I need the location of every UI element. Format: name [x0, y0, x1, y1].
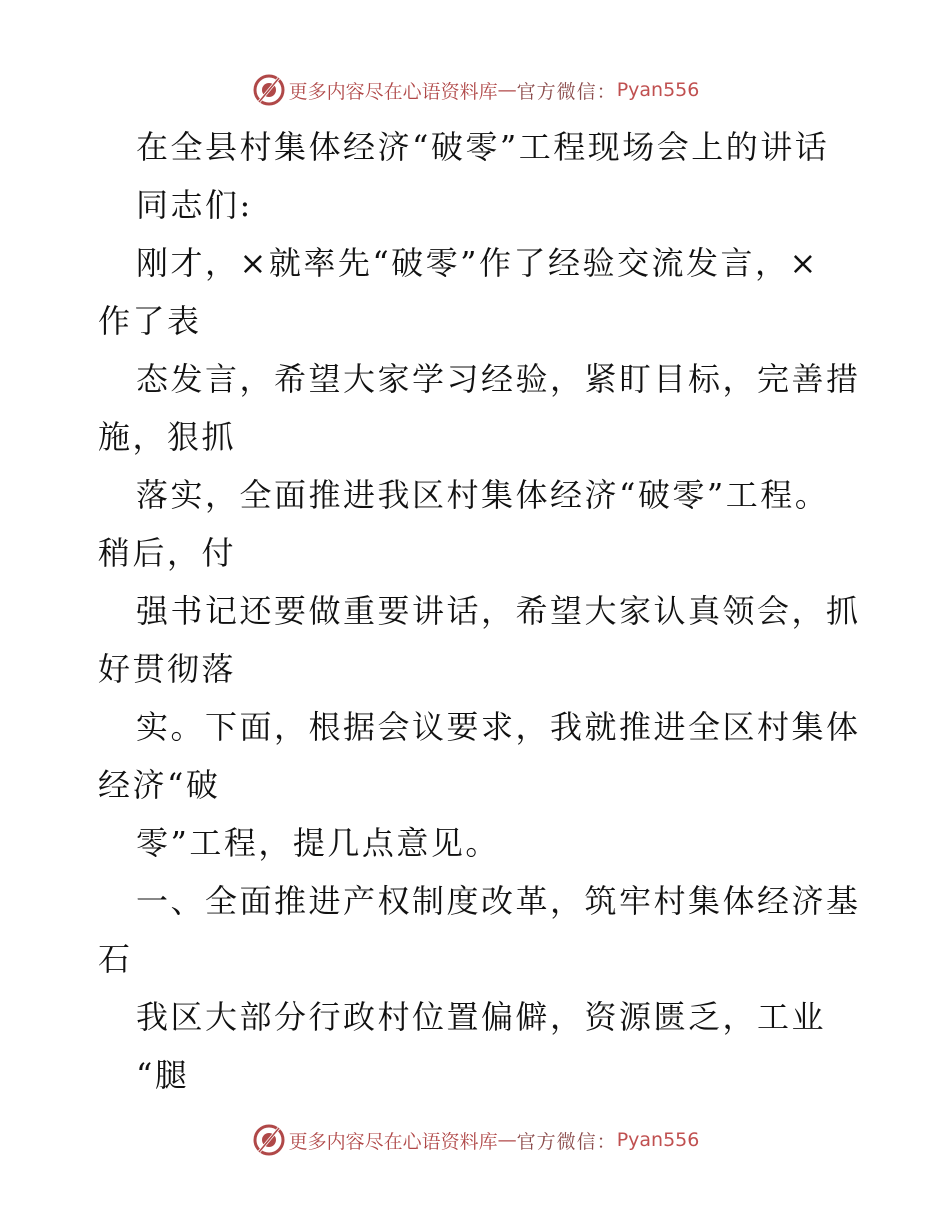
watermark-site-text: 更多内容尽在心语资料库 — [288, 1130, 498, 1153]
paragraph-line: 刚才，×就率先“破零”作了经验交流发言，× — [136, 244, 819, 282]
document-body — [98, 118, 861, 1104]
paragraph-line: 零”工程，提几点意见。 — [136, 824, 500, 862]
section-heading-continuation: 石 — [98, 940, 133, 978]
paragraph-line: 我区大部分行政村位置偏僻，资源匮乏，工业 — [136, 998, 827, 1036]
watermark-wechat-label: 官方微信： — [516, 80, 617, 103]
section-heading: 一、全面推进产权制度改革，筑牢村集体经济基 — [136, 882, 861, 920]
watermark-wechat-id: Pyan556 — [616, 1129, 700, 1151]
brand-logo-icon — [251, 72, 287, 108]
salutation: 同志们: — [136, 186, 253, 224]
paragraph-line: “腿 — [136, 1056, 190, 1094]
paragraph-line: 施，狠抓 — [98, 418, 237, 456]
paragraph-line: 实。下面，根据会议要求，我就推进全区村集体 — [136, 708, 861, 746]
watermark-dash: — — [497, 79, 517, 101]
watermark-wechat-id: Pyan556 — [616, 79, 700, 101]
paragraph-line: 好贯彻落 — [98, 650, 237, 688]
watermark-dash: — — [497, 1129, 517, 1151]
paragraph-line: 强书记还要做重要讲话，希望大家认真领会，抓 — [136, 592, 861, 630]
watermark-banner-top — [0, 70, 950, 110]
brand-logo-icon — [251, 1122, 287, 1158]
paragraph-line: 经济“破 — [98, 766, 221, 804]
watermark-wechat-label: 官方微信： — [516, 1130, 617, 1153]
watermark-site-text: 更多内容尽在心语资料库 — [288, 80, 498, 103]
paragraph-line: 作了表 — [98, 302, 202, 340]
paragraph-line: 稍后，付 — [98, 534, 237, 572]
watermark-banner-bottom — [0, 1120, 950, 1160]
paragraph-line: 态发言，希望大家学习经验，紧盯目标，完善措 — [136, 360, 861, 398]
document-title: 在全县村集体经济“破零”工程现场会上的讲话 — [136, 128, 830, 166]
paragraph-line: 落实，全面推进我区村集体经济“破零”工程。 — [136, 476, 830, 514]
